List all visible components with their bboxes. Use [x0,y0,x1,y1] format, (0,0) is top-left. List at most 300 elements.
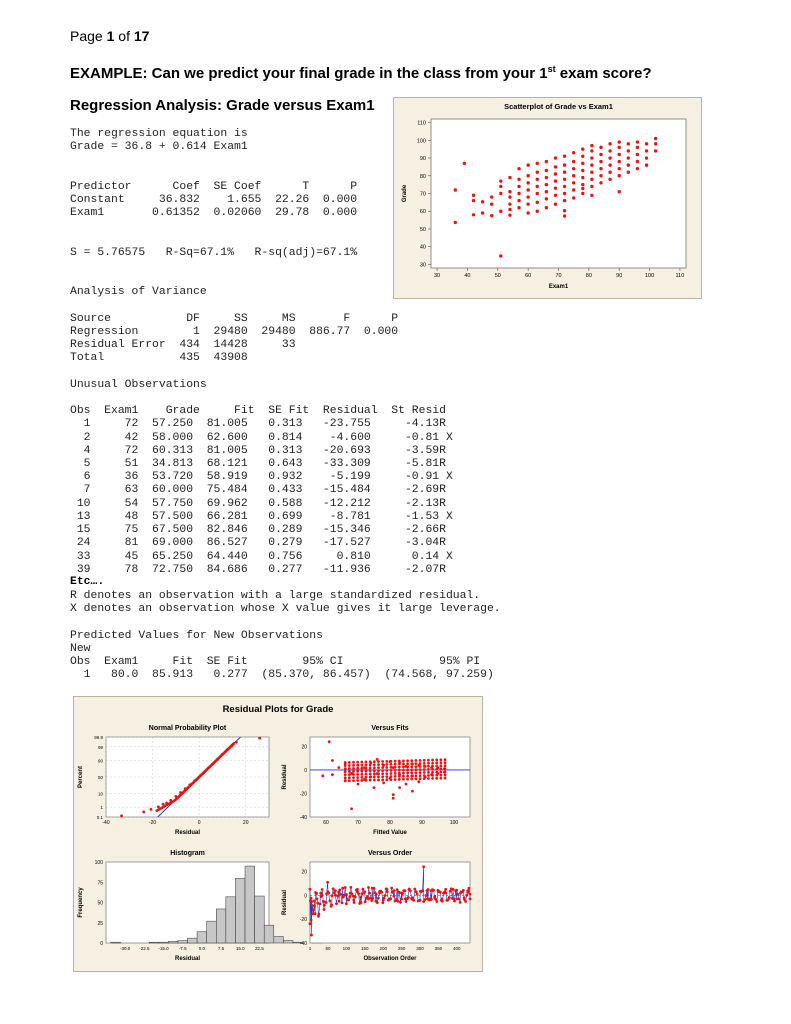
order-point [323,904,326,907]
fits-point [385,778,388,781]
x-tick-label: 50 [494,273,501,279]
fits-point [348,773,351,776]
fits-point [394,763,397,766]
order-point [330,903,333,906]
order-point [338,889,341,892]
data-point [654,137,657,140]
data-point [618,174,621,177]
data-point [545,160,548,163]
data-point [463,162,466,165]
fits-point [344,773,347,776]
fits-point [382,781,385,784]
fits-point [402,775,405,778]
fits-point [360,770,363,773]
fits-point [435,765,438,768]
order-point [356,888,359,891]
fits-point [369,767,372,770]
fits-point [344,779,347,782]
data-point [536,192,539,195]
fits-point [348,767,351,770]
data-point [490,202,493,205]
order-point [441,900,444,903]
fits-point [356,764,359,767]
order-point [464,900,467,903]
npp-point [233,742,236,745]
fits-point [419,762,422,765]
data-point [563,155,566,158]
fits-point [373,773,376,776]
data-point [472,194,475,197]
x-tick-label: 40 [464,273,471,279]
order-point [422,865,425,868]
fits-point [369,760,372,763]
data-point [599,153,602,156]
npp-y-tick: 50 [97,775,103,780]
hist-title: Histogram [170,850,205,857]
hist-bar [216,909,226,943]
npp-xlabel: Residual [174,830,201,836]
order-point [399,901,402,904]
data-point [545,190,548,193]
order-point [313,900,316,903]
data-point [627,156,630,159]
fits-y-tick: 0 [304,767,307,774]
fits-point [427,759,430,762]
order-point [386,890,389,893]
fits-point [348,770,351,773]
data-point [563,209,566,212]
hist-bar [283,941,293,943]
data-point [536,201,539,204]
notes-output: R denotes an observation with a large standardized residual. X denotes an observation whose X value gives it large leverage. Predicted Values for New Observations New Obs Exam1 Fit SE Fit 95% CI 95% PI 1 80.0 85.913 0.277 (85.370, 86.457) (74.568, 97.259) [70,590,501,682]
fits-point [373,766,376,769]
fits-point [439,771,442,774]
fits-point [435,768,438,771]
hist-x-tick: 15.0 [235,946,245,951]
fits-point [385,769,388,772]
fits-y-tick: -40 [299,815,307,821]
data-point [563,199,566,202]
data-point [508,176,511,179]
fits-ylabel: Residual [282,764,288,790]
fits-point [369,776,372,779]
hist-bar [245,866,255,943]
fits-point [352,764,355,767]
fits-point [348,776,351,779]
fits-point [406,759,409,762]
order-x-tick: 350 [434,946,443,951]
order-point [349,886,352,889]
npp-y-tick: 10 [97,791,103,797]
fits-point [394,772,397,775]
fits-point [385,760,388,763]
fits-point [356,773,359,776]
data-point [599,174,602,177]
fits-point [365,764,368,767]
data-point [645,142,648,145]
section-heading: Regression Analysis: Grade versus Exam1 [70,97,375,114]
hist-bar [235,878,245,943]
data-point [590,171,593,174]
fits-x-tick: 70 [355,820,361,826]
fits-point [377,760,380,763]
order-point [310,897,313,900]
order-point [427,888,430,891]
fits-point [377,769,380,772]
data-point [536,171,539,174]
fits-point [381,766,384,769]
fits-point [394,760,397,763]
order-point [338,900,341,903]
fits-point [392,797,395,800]
data-point [618,140,621,143]
fits-point [350,807,353,810]
fits-point [406,765,409,768]
order-point [462,889,465,892]
hist-bar [168,941,178,943]
hist-ylabel: Frequency [78,887,84,918]
data-point [508,202,511,205]
fits-point [360,761,363,764]
data-point [581,176,584,179]
fits-point [415,759,418,762]
data-point [608,142,611,145]
hist-bar [255,896,265,943]
order-point [449,890,452,893]
data-point [581,162,584,165]
data-point [508,190,511,193]
data-point [599,181,602,184]
y-tick-label: 90 [419,156,426,163]
data-point [590,156,593,159]
data-point [581,187,584,190]
data-point [563,185,566,188]
data-point [618,153,621,156]
data-point [499,210,502,213]
data-point [590,163,593,166]
fits-point [390,772,393,775]
data-point [536,162,539,165]
hist-y-tick: 75 [97,880,103,887]
order-point [328,900,331,903]
fits-point [435,777,438,780]
fits-point [328,740,331,743]
fits-point [406,772,409,775]
order-point [432,889,435,892]
fits-point [419,771,422,774]
order-point [310,900,313,903]
data-point [572,167,575,170]
data-point [581,169,584,172]
order-x-tick: 400 [453,946,461,951]
order-point [314,912,317,915]
fits-point [394,766,397,769]
hist-bar [274,937,284,943]
data-point [563,163,566,166]
order-point [336,894,339,897]
fits-point [406,775,409,778]
order-point [409,889,412,892]
fits-point [373,779,376,782]
order-point [384,894,387,897]
data-point [517,167,520,170]
residual-plots [74,697,482,971]
fits-point [427,768,430,771]
fits-point [431,762,434,765]
fits-point [402,769,405,772]
fits-point [423,768,426,771]
fits-point [402,772,405,775]
fits-point [431,771,434,774]
fits-point [406,769,409,772]
data-point [490,195,493,198]
y-tick-label: 80 [419,173,426,180]
order-point [327,892,330,895]
hist-x-tick: -22.5 [139,946,150,951]
data-point [545,183,548,186]
npp-y-tick: 0.1 [96,815,103,820]
fits-point [406,778,409,781]
data-point [481,200,484,203]
data-point [563,192,566,195]
order-point [458,897,461,900]
order-point [452,888,455,891]
scatterplot [394,98,701,298]
fits-point [369,770,372,773]
fits-point [423,762,426,765]
npp-y-tick: 99 [97,744,103,750]
fits-point [344,770,347,773]
fits-point [439,765,442,768]
data-point [554,179,557,182]
order-title: Versus Order [368,850,412,857]
order-x-tick: 100 [342,946,351,951]
order-point [377,897,380,900]
order-point [416,893,419,896]
fits-point [402,766,405,769]
fits-point [344,767,347,770]
fits-point [377,766,380,769]
x-tick-label: 110 [675,273,685,279]
y-tick-label: 50 [419,226,426,233]
fits-point [357,783,360,786]
fits-point [385,772,388,775]
fits-title: Versus Fits [371,725,409,732]
fits-point [373,786,376,789]
fits-point [381,763,384,766]
data-point [636,153,639,156]
regression-output: The regression equation is Grade = 36.8 + 0.614 Exam1 Predictor Coef SE Coef T P Constant 36.832 1.655 22.26 0.000 Exam1 0.61352 0.02060 29.78 0.000 S = 5.76575 R-Sq=67.1% R-sq(adj)=67.1% Analysis of Variance Source DF SS MS F P Regression 1 29480 29480 886.77 0.000 Residual Error 434 14428 33 Total 435 43908 Unusual Observations Obs Exam1 Grade Fit SE Fit Residual St Resid 1 72 57.250 81.005 0.313 -23.755 -4.13R 2 42 58.000 62.600 0.814 -4.600 -0.81 X 4 72 60.313 81.005 0.313 -20.693 -3.59R 5 51 34.813 68.121 0.643 -33.309 -5.81R 6 36 53.720 58.919 0.932 -5.199 -0.91 X 7 63 60.000 75.484 0.433 -15.484 -2.69R 10 54 57.750 69.962 0.588 -12.212 -2.13R 13 48 57.500 66.281 0.699 -8.781 -1.53 X 15 75 67.500 82.846 0.289 -15.346 -2.66R 24 81 69.000 86.527 0.279 -17.527 -3.04R 33 45 65.250 64.440 0.756 0.810 0.14 X 39 78 72.750 84.686 0.277 -11.936 -2.07R [70,128,453,576]
npp-point [258,737,261,740]
order-point [421,889,424,892]
fits-point [337,766,340,769]
npp-y-tick: 99.9 [94,735,103,740]
order-point [444,888,447,891]
data-point [536,210,539,213]
npp-point [120,814,123,817]
data-point [517,192,520,195]
order-point [375,893,378,896]
data-point [654,142,657,145]
data-point [554,194,557,197]
order-x-tick: 250 [397,946,406,951]
order-point [364,900,367,903]
data-point [526,211,529,214]
fits-point [439,758,442,761]
fits-point [365,767,368,770]
data-point [517,178,520,181]
fits-point [419,765,422,768]
fits-point [348,764,351,767]
title-main: EXAMPLE: Can we predict your final grade in the class from your 1 [70,65,548,82]
order-point [392,895,395,898]
order-point [341,887,344,890]
fits-point [385,763,388,766]
fits-point [356,776,359,779]
order-x-tick: 300 [416,946,424,951]
order-area [310,862,470,943]
order-point [332,887,335,890]
fits-point [419,759,422,762]
order-point [380,891,383,894]
fits-point [417,780,420,783]
data-point [508,208,511,211]
fits-point [444,767,447,770]
fits-point [365,773,368,776]
order-point [456,893,459,896]
fits-point [444,777,447,780]
fits-point [377,779,380,782]
fits-point [373,769,376,772]
data-point [508,195,511,198]
fits-point [431,765,434,768]
hist-y-tick: 25 [97,920,103,927]
data-point [618,167,621,170]
data-point [645,149,648,152]
fits-point [427,762,430,765]
order-point [325,901,328,904]
order-point [389,897,392,900]
data-point [454,221,457,224]
order-point [371,897,374,900]
order-point [412,899,415,902]
fits-point [410,778,413,781]
fits-point [402,763,405,766]
hist-x-tick: -15.0 [158,946,169,951]
fits-point [360,767,363,770]
data-point [481,211,484,214]
fits-point [431,777,434,780]
fits-point [321,774,324,777]
order-point [448,896,451,899]
data-point [608,156,611,159]
fits-point [427,777,430,780]
fits-point [410,771,413,774]
residual-plots-panel [73,696,483,972]
order-point [405,900,408,903]
fits-y-tick: 20 [301,744,307,751]
fits-point [402,778,405,781]
data-point [581,147,584,150]
fits-point [415,777,418,780]
page-total: 17 [133,28,150,44]
fits-point [398,769,401,772]
order-ylabel: Residual [282,889,288,916]
order-point [467,887,470,890]
order-point [345,902,348,905]
npp-ylabel: Percent [78,765,84,789]
fits-point [398,775,401,778]
fits-point [348,779,351,782]
data-point [627,142,630,145]
plot-area [431,119,686,268]
y-tick-label: 40 [419,244,426,251]
page-title [70,64,652,82]
order-point [469,893,472,896]
order-point [357,892,360,895]
fits-point [381,778,384,781]
data-point [526,174,529,177]
data-point [536,178,539,181]
data-point [618,160,621,163]
fits-point [369,779,372,782]
hist-y-tick: 50 [97,900,103,907]
data-point [472,199,475,202]
fits-point [411,790,414,793]
fits-point [444,758,447,761]
order-point [323,908,326,911]
data-point [536,185,539,188]
data-point [590,185,593,188]
fits-x-tick: 60 [323,820,329,826]
data-point [526,188,529,191]
order-point [453,900,456,903]
data-point [517,206,520,209]
data-point [499,185,502,188]
hist-x-tick: 0.0 [198,946,206,951]
fits-point [331,759,334,762]
x-tick-label: 30 [434,273,441,279]
order-point [353,901,356,904]
fits-point [373,763,376,766]
order-point [317,913,320,916]
data-point [563,171,566,174]
resid-panel-title: Residual Plots for Grade [222,704,334,715]
hist-bar [111,942,121,943]
order-point [430,898,433,901]
fits-point [410,759,413,762]
order-point [401,892,404,895]
order-point [400,898,403,901]
order-point [341,901,344,904]
order-point [354,896,357,899]
fits-point [369,763,372,766]
fits-point [392,793,395,796]
data-point [608,149,611,152]
order-point [466,891,469,894]
etc-label: Etc…. [70,576,105,588]
page-prefix: Page [70,28,107,44]
fits-point [365,770,368,773]
data-point [526,195,529,198]
fits-point [423,771,426,774]
fits-x-tick: 100 [449,820,459,826]
order-point [344,886,347,889]
title-end: exam score? [555,65,652,82]
hist-x-tick: -30.0 [120,946,131,951]
fits-point [423,759,426,762]
data-point [499,254,502,257]
